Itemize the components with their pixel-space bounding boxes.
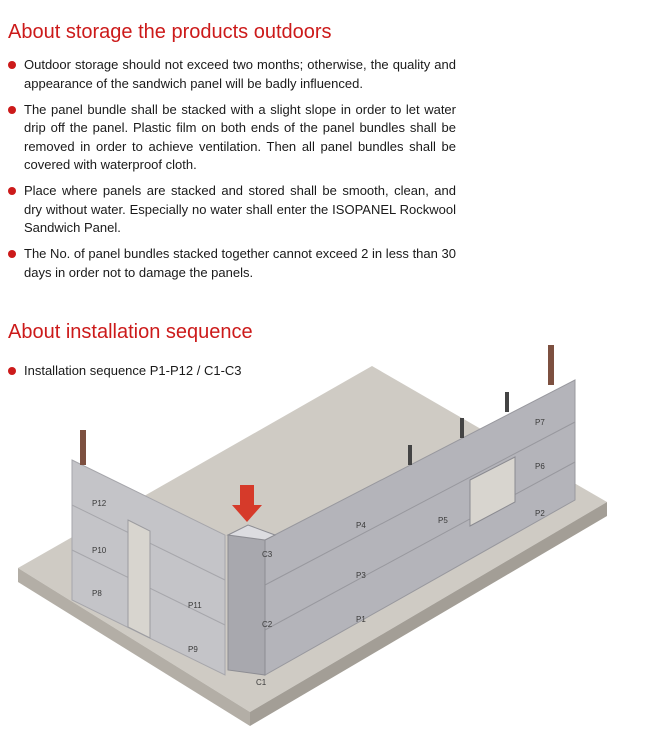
label-p1: P1 — [356, 615, 366, 624]
list-item — [8, 101, 456, 175]
label-p5: P5 — [438, 516, 448, 525]
label-p2: P2 — [535, 509, 545, 518]
steel-post — [460, 418, 464, 438]
label-p3: P3 — [356, 571, 366, 580]
steel-post — [408, 445, 412, 465]
bullet-icon — [8, 106, 16, 114]
bullet-icon — [8, 61, 16, 69]
list-item — [8, 245, 456, 282]
label-p4: P4 — [356, 521, 366, 530]
door-opening — [128, 520, 150, 638]
label-c3: C3 — [262, 550, 273, 559]
label-p6: P6 — [535, 462, 545, 471]
list-item — [8, 56, 456, 93]
list-item — [8, 182, 456, 238]
installation-heading: About installation sequence — [8, 321, 253, 343]
storage-item-text: Place where panels are stacked and stored shall be smooth, clean, and dry without water. Especially no water shall enter the ISOPANEL Rockwool Sandwich Panel. — [24, 183, 456, 235]
bullet-icon — [8, 250, 16, 258]
installation-sequence-text: Installation sequence P1-P12 / C1-C3 — [24, 363, 242, 378]
storage-item-text: The No. of panel bundles stacked together cannot exceed 2 in less than 30 days in order not to damage the panels. — [24, 246, 456, 280]
steel-post — [80, 430, 86, 465]
corner-column-front — [228, 535, 265, 675]
label-p7: P7 — [535, 418, 545, 427]
label-c1: C1 — [256, 678, 267, 687]
storage-guidelines-list — [8, 56, 456, 290]
storage-item-text: Outdoor storage should not exceed two months; otherwise, the quality and appearance of the sandwich panel will be badly influenced. — [24, 57, 456, 91]
storage-item-text: The panel bundle shall be stacked with a slight slope in order to let water drip off the panel. Plastic film on both ends of the panel bundles shall be removed in order to achieve ventilation. Then all panel bundles shall be covered with waterproof cloth. — [24, 101, 456, 172]
bullet-icon — [8, 367, 16, 375]
label-p9: P9 — [188, 645, 198, 654]
installation-diagram — [0, 330, 667, 733]
steel-post — [548, 345, 554, 385]
bullet-icon — [8, 187, 16, 195]
storage-heading: About storage the products outdoors — [8, 21, 332, 43]
label-p10: P10 — [92, 546, 107, 555]
installation-sequence-item — [8, 362, 242, 380]
label-p8: P8 — [92, 589, 102, 598]
label-p12: P12 — [92, 499, 107, 508]
label-c2: C2 — [262, 620, 273, 629]
label-p11: P11 — [188, 601, 202, 610]
steel-post — [505, 392, 509, 412]
